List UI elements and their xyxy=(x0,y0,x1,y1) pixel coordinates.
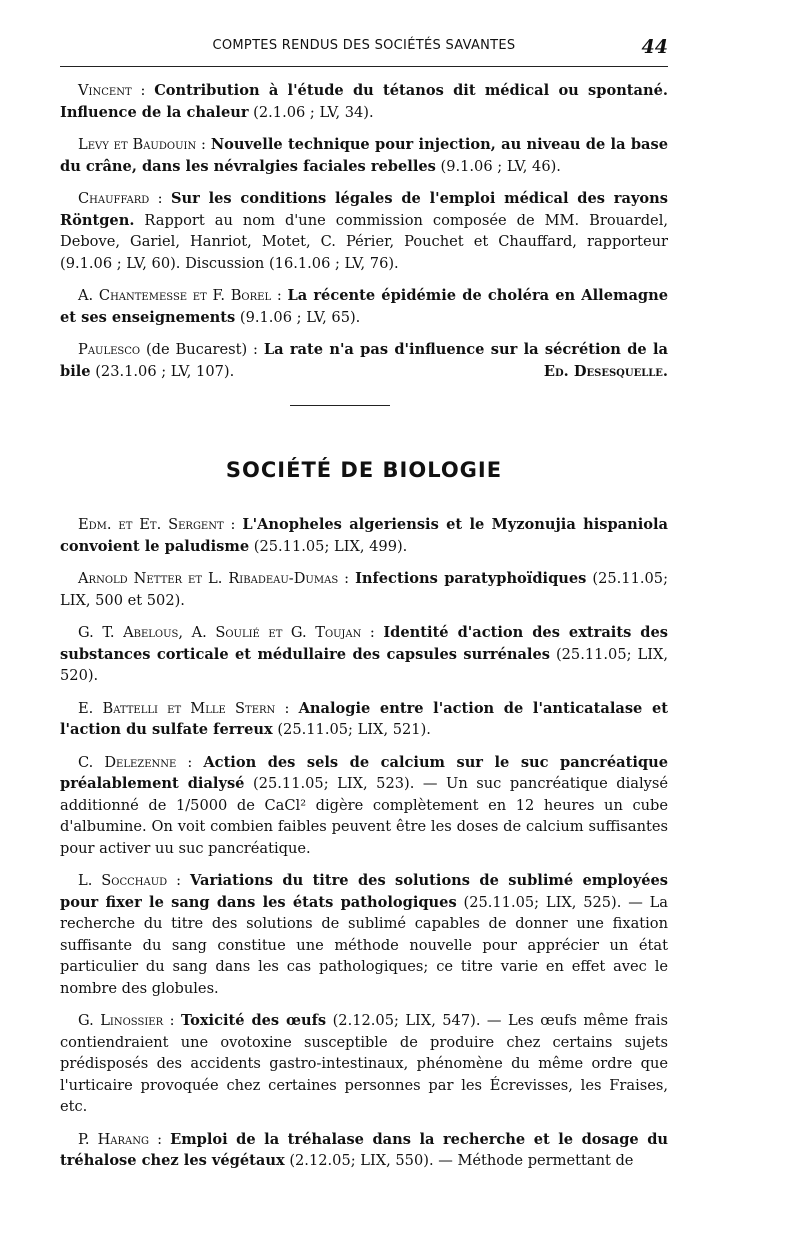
entry-author: A. Chantemesse et F. Borel xyxy=(78,287,272,304)
top-entries xyxy=(60,80,668,393)
entry-reference: (25.11.05; LIX, 500 et 502). xyxy=(60,570,668,609)
entry-title: Sur les conditions légales de l'emploi médical des rayons Röntgen. xyxy=(60,190,668,229)
entry-title: Identité d'action des extraits des substances corticale et médullaire des capsules surrénales xyxy=(60,624,668,663)
entry-author: Vincent xyxy=(78,82,132,99)
entry-title: La récente épidémie de choléra en Allemagne et ses enseignements xyxy=(60,287,669,326)
entry-title: Toxicité des œufs xyxy=(180,1012,327,1029)
entry-linossier: G. Linossier : Toxicité des œufs (2.12.05; LIX, 547). — Les œufs même frais contiendraient une ovotoxine susceptible de produire chez certains sujets prédisposés des accidents gastro-intestinaux, phénomène du même ordre que l'urticaire provoquée chez certaines personnes par les Écrevisses, les Fraises, etc. xyxy=(60,1012,668,1115)
entry-title: Analogie entre l'action de l'anticatalase et l'action du sulfate ferreux xyxy=(60,699,668,738)
entry-title: Emploi de la tréhalase dans la recherche et le dosage du tréhalose chez les végétaux xyxy=(60,1130,669,1169)
biology-entries xyxy=(60,514,668,1183)
entry-author: G. T. Abelous, A. Soulié et G. Toujan xyxy=(78,624,362,641)
entry-title: Action des sels de calcium sur le suc pancréatique préalablement dialysé xyxy=(60,753,668,792)
entry-title: Nouvelle technique pour injection, au niveau de la base du crâne, dans les névralgies faciales rebelles xyxy=(60,136,669,175)
entry-author: Paulesco xyxy=(78,341,141,358)
entry-affiliation: (de Bucarest) : xyxy=(140,341,264,358)
entry-abelous: G. T. Abelous, A. Soulié et G. Toujan : Identité d'action des extraits des substances corticale et médullaire des capsules surrénales (25.11.05; LIX, 520). xyxy=(60,624,668,684)
entry-reference: (9.1.06 ; LV, 65). xyxy=(235,308,361,326)
entry-vincent: Vincent : Contribution à l'étude du tétanos dit médical ou spontané. Influence de la chaleur (2.1.06 ; LV, 34). xyxy=(60,82,668,121)
entry-author: G. Linossier xyxy=(78,1012,164,1029)
entry-author: L. Socchaud xyxy=(78,872,168,889)
entry-paulesco xyxy=(60,339,668,382)
entry-author: E. Battelli et Mlle Stern xyxy=(78,699,276,717)
entry-harang: P. Harang : Emploi de la tréhalase dans la recherche et le dosage du tréhalose chez les végétaux (2.12.05; LIX, 550). — Méthode permettant de xyxy=(60,1130,669,1169)
entry-socchaud: L. Socchaud : Variations du titre des solutions de sublimé employées pour fixer le sang dans les états pathologiques (25.11.05; LIX, 525). — La recherche du titre des solutions de sublimé capables de donner une fixation suffisante du sang constitue une méthode nouvelle pour apprécier un état particulier du sang dans les cas pathologiques; ce titre varie en effet avec le nombre des globules. xyxy=(60,872,669,997)
entry-text: Rapport au nom d'une commission composée de MM. Brouardel, Debove, Gariel, Hanriot, Motet, C. Périer, Pouchet et Chauffard, rapporteur (9.1.06 ; LV, 60). Discussion (16.1.06 ; LV, 76). xyxy=(60,211,668,272)
entry-battelli: E. Battelli et Mlle Stern : Analogie entre l'action de l'anticatalase et l'action du sulfate ferreux (25.11.05; LIX, 521). xyxy=(60,699,668,738)
entry-reference: (25.11.05; LIX, 521). xyxy=(272,721,431,738)
entry-reference: (23.1.06 ; LV, 107). xyxy=(90,362,235,380)
entry-text: (25.11.05; LIX, 523). — Un suc pancréatique dialysé additionné de 1/5000 de CaCl² digère complètement en 12 heures un cube d'albumine. On voit combien faibles peuvent être les doses de calcium suffisantes pour activer uu suc pancréatique. xyxy=(60,775,668,857)
entry-title: Variations du titre des solutions de sublimé employées pour fixer le sang dans les états pathologiques xyxy=(60,872,668,911)
section-divider xyxy=(290,405,390,406)
entry-reference: (25.11.05; LIX, 520). xyxy=(60,645,668,684)
entry-author: C. Delezenne xyxy=(78,753,177,771)
entry-sergent: Edm. et Et. Sergent : L'Anopheles algeriensis et le Myzonujia hispaniola convoient le paludisme (25.11.05; LIX, 499). xyxy=(60,516,669,555)
entry-delezenne: C. Delezenne : Action des sels de calcium sur le suc pancréatique préalablement dialysé (25.11.05; LIX, 523). — Un suc pancréatique dialysé additionné de 1/5000 de CaCl² digère complètement en 12 heures un cube d'albumine. On voit combien faibles peuvent être les doses de calcium suffisantes pour activer uu suc pancréatique. xyxy=(60,753,668,857)
entry-reference: (2.1.06 ; LV, 34). xyxy=(248,103,374,121)
running-head xyxy=(60,36,668,60)
entry-author: P. Harang xyxy=(78,1130,150,1148)
entry-author: Levy et Baudouin xyxy=(78,136,197,153)
entry-reference: (25.11.05; LIX, 499). xyxy=(249,537,408,555)
entry-chauffard: Chauffard : Sur les conditions légales de l'emploi médical des rayons Röntgen. Rapport au nom d'une commission composée de MM. Brouardel, Debove, Gariel, Hanriot, Motet, C. Périer, Pouchet et Chauffard, rapporteur (9.1.06 ; LV, 60). Discussion (16.1.06 ; LV, 76). xyxy=(60,190,668,272)
section-heading: SOCIÉTÉ DE BIOLOGIE xyxy=(225,458,503,482)
entry-author: Edm. et Et. Sergent xyxy=(78,516,224,533)
running-title: COMPTES RENDUS DES SOCIÉTÉS SAVANTES xyxy=(212,38,516,53)
entry-text: (2.12.05; LIX, 547). — Les œufs même frais contiendraient une ovotoxine susceptible de produire chez certains sujets prédisposés des accidents gastro-intestinaux, phénomène du même ordre que l'urticaire provoquée chez certaines personnes par les Écrevisses, les Fraises, etc. xyxy=(60,1012,668,1115)
entry-author: Arnold Netter et L. Ribadeau-Dumas xyxy=(78,570,339,587)
header-rule xyxy=(60,66,668,67)
entry-title: L'Anopheles algeriensis et le Myzonujia hispaniola convoient le paludisme xyxy=(60,516,669,555)
entry-text: (25.11.05; LIX, 525). — La recherche du titre des solutions de sublimé capables de donner une fixation suffisante du sang constitue une méthode nouvelle pour apprécier un état particulier du sang dans les cas pathologiques; ce titre varie en effet avec le nombre des globules. xyxy=(60,893,669,997)
entry-netter: Arnold Netter et L. Ribadeau-Dumas : Infections paratyphoïdiques (25.11.05; LIX, 500 et 502). xyxy=(60,570,668,609)
signature: Ed. Desesquelle. xyxy=(543,362,668,380)
entry-text: (2.12.05; LIX, 550). — Méthode permettant de xyxy=(284,1152,634,1169)
entry-levy-baudouin: Levy et Baudouin : Nouvelle technique pour injection, au niveau de la base du crâne, dans les névralgies faciales rebelles (9.1.06 ; LV, 46). xyxy=(60,136,669,175)
entry-title: La rate n'a pas d'influence sur la sécrétion de la bile xyxy=(60,341,668,380)
page-number: 44 xyxy=(641,36,668,58)
entry-author: Chauffard xyxy=(78,190,150,207)
entry-chantemesse-borel: A. Chantemesse et F. Borel : La récente épidémie de choléra en Allemagne et ses enseignements (9.1.06 ; LV, 65). xyxy=(60,287,669,326)
entry-title: Infections paratyphoïdiques xyxy=(355,570,587,587)
entry-reference: (9.1.06 ; LV, 46). xyxy=(435,157,561,175)
entry-title: Contribution à l'étude du tétanos dit médical ou spontané. Influence de la chaleur xyxy=(60,82,668,121)
